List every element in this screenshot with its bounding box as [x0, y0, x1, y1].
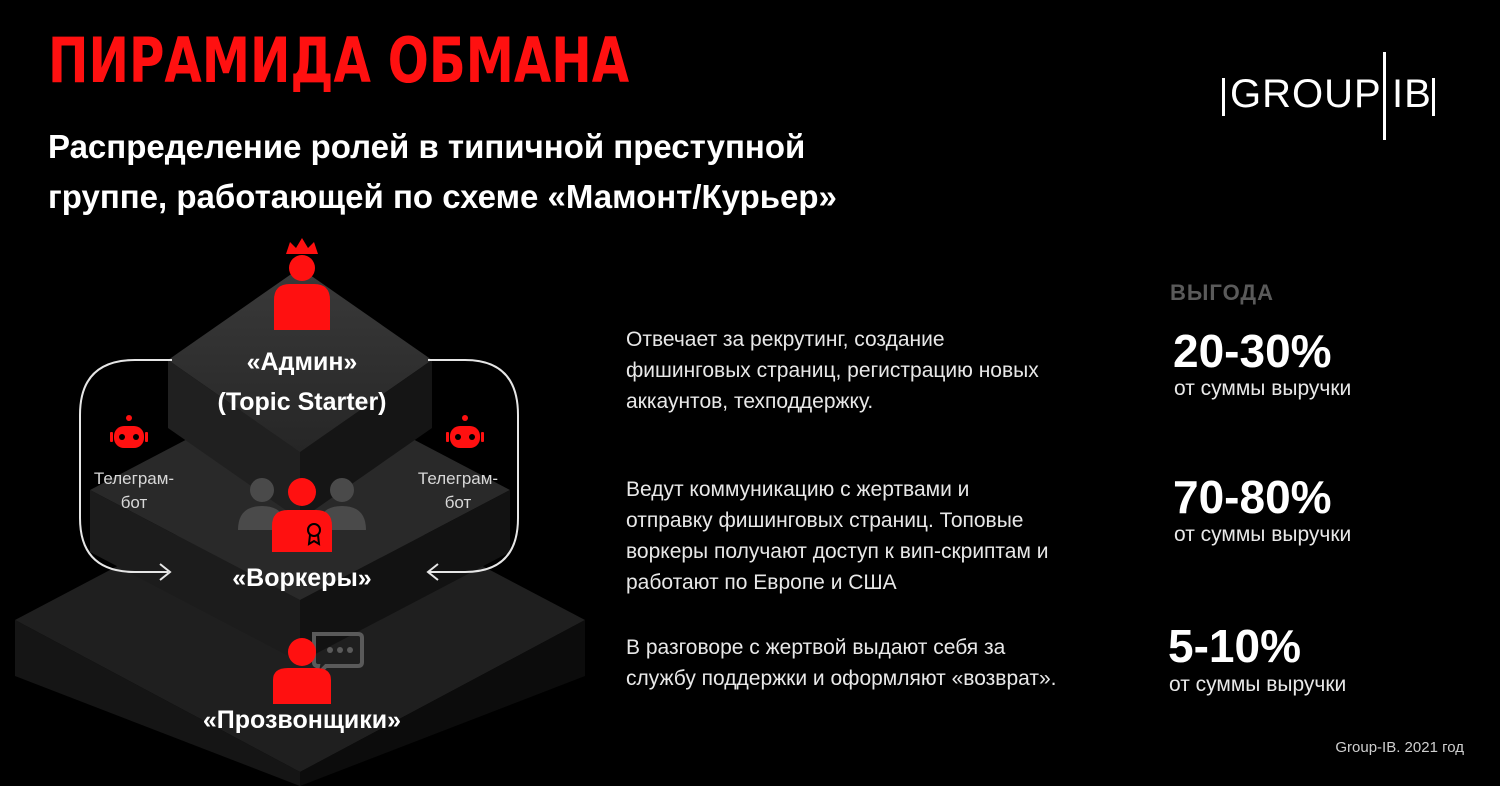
group-ib-logo: [1222, 52, 1437, 140]
bot-left-line2: бот: [120, 493, 148, 512]
description-workers-line: работают по Европе и США: [626, 571, 897, 594]
logo-bar-left: [1222, 78, 1225, 116]
description-admin-line: аккаунтов, техподдержку.: [626, 390, 874, 413]
subtitle-line-1: Распределение ролей в типичной преступной: [48, 128, 806, 165]
description-workers-line: воркеры получают доступ к вип-скриптам и: [626, 540, 1049, 563]
admin-label-line1: «Админ»: [246, 348, 358, 376]
description-admin-line: Отвечает за рекрутинг, создание: [626, 328, 945, 351]
bot-right-line1: Телеграм-: [417, 469, 499, 488]
logo-text-ib: IB: [1392, 72, 1432, 116]
callers-label: «Прозвонщики»: [202, 706, 402, 734]
robot-icon-left: [110, 415, 148, 448]
description-callers-line: службу поддержки и оформляют «возврат».: [626, 667, 1057, 690]
benefit-heading: ВЫГОДА: [1170, 280, 1274, 305]
page-subtitle: [48, 122, 1008, 222]
benefit-note-callers: от суммы выручки: [1169, 673, 1347, 696]
bot-right-line2: бот: [444, 493, 472, 512]
admin-label-line2: (Topic Starter): [217, 388, 387, 416]
benefit-note-workers: от суммы выручки: [1174, 523, 1352, 546]
benefit-note-admin: от суммы выручки: [1174, 377, 1352, 400]
page-title: ПИРАМИДА ОБМАНА: [48, 24, 630, 97]
logo-bar-middle: [1383, 52, 1386, 140]
logo-text-group: GROUP: [1230, 72, 1382, 116]
bot-left-line1: Телеграм-: [93, 469, 175, 488]
pyramid-diagram: [0, 220, 600, 786]
source-credit: Group-IB. 2021 год: [1335, 739, 1464, 756]
description-callers-line: В разговоре с жертвой выдают себя за: [626, 636, 1006, 659]
description-workers: [626, 474, 1126, 598]
description-admin: [626, 324, 1126, 417]
description-workers-line: отправку фишинговых страниц. Топовые: [626, 509, 1024, 532]
robot-icon-right: [446, 415, 484, 448]
description-workers-line: Ведут коммуникацию с жертвами и: [626, 478, 970, 501]
description-admin-line: фишинговых страниц, регистрацию новых: [626, 359, 1039, 382]
workers-label: «Воркеры»: [232, 564, 372, 592]
benefit-value-workers: 70-80%: [1173, 471, 1332, 523]
logo-bar-right: [1432, 78, 1435, 116]
subtitle-line-2: группе, работающей по схеме «Мамонт/Курьер»: [48, 178, 837, 215]
benefit-value-admin: 20-30%: [1173, 325, 1332, 377]
description-callers: [626, 632, 1126, 694]
benefit-value-callers: 5-10%: [1168, 620, 1301, 672]
